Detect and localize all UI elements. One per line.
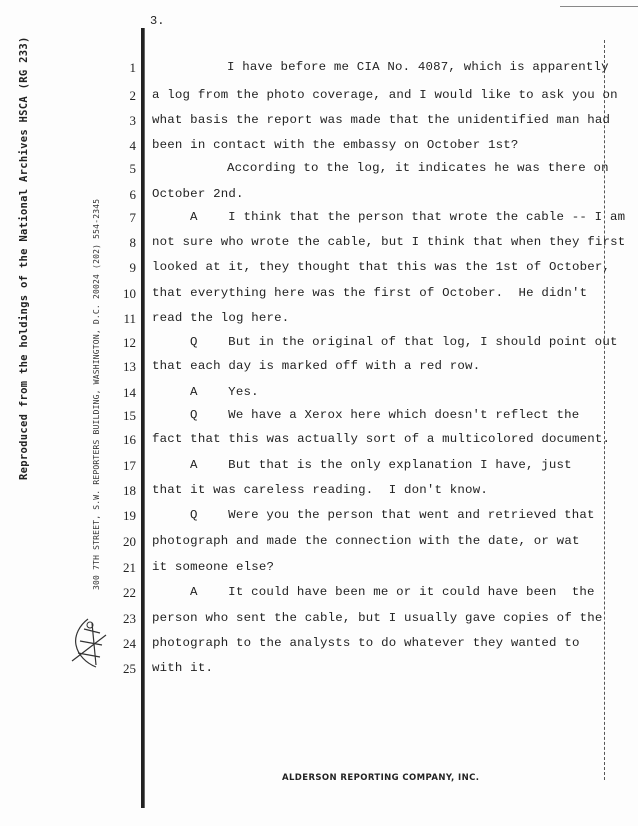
line-number: 16 — [123, 432, 136, 447]
transcript-line: According to the log, it indicates he was there on — [227, 161, 609, 175]
transcript-line: what basis the report was made that the unidentified man had — [152, 113, 611, 127]
line-number: 1 — [129, 60, 136, 75]
line-number: 19 — [123, 508, 136, 523]
line-number: 15 — [123, 408, 136, 423]
transcript-line: that each day is marked off with a red row. — [152, 359, 481, 373]
line-number: 4 — [129, 138, 136, 153]
archive-note: Reproduced from the holdings of the National Archives HSCA (RG 233) — [18, 36, 30, 480]
line-number: 22 — [123, 585, 136, 600]
line-number: 5 — [129, 161, 136, 176]
transcript-line: been in contact with the embassy on October 1st? — [152, 138, 519, 152]
transcript-line: A I think that the person that wrote the cable -- I am — [190, 210, 626, 224]
transcript-line: A But that is the only explanation I have, just — [190, 458, 572, 472]
transcript-line: with it. — [152, 661, 214, 675]
line-number: 10 — [123, 286, 136, 301]
line-number: 25 — [123, 661, 136, 676]
top-edge-line — [560, 6, 638, 7]
line-number: 6 — [129, 187, 136, 202]
transcript-line: fact that this was actually sort of a multicolored document. — [152, 432, 611, 446]
page-number: 3. — [150, 14, 165, 28]
line-number: 9 — [129, 260, 136, 275]
transcript-line: A It could have been me or it could have been the — [190, 585, 595, 599]
right-margin-rule — [604, 40, 605, 780]
transcript-line: it someone else? — [152, 560, 275, 574]
line-number: 14 — [123, 385, 136, 400]
line-number: 24 — [123, 636, 136, 651]
transcript-line: looked at it, they thought that this was the 1st of October, — [152, 260, 611, 274]
line-number: 12 — [123, 335, 136, 350]
transcript-line: A Yes. — [190, 385, 259, 399]
line-number: 7 — [129, 210, 136, 225]
transcript-line: Q But in the original of that log, I should point out — [190, 335, 618, 349]
transcript-line: person who sent the cable, but I usually gave copies of the — [152, 611, 603, 625]
line-number: 20 — [123, 534, 136, 549]
reporter-address: 300 7TH STREET, S.W. REPORTERS BUILDING, WASHINGTON, D.C. 20024 (202) 554-2345 — [92, 198, 101, 590]
reporting-company-footer: ALDERSON REPORTING COMPANY, INC. — [282, 773, 480, 783]
line-number: 3 — [129, 113, 136, 128]
transcript-line: read the log here. — [152, 311, 290, 325]
line-number: 23 — [123, 611, 136, 626]
transcript-line: photograph and made the connection with the date, or wat — [152, 534, 580, 548]
line-number: 2 — [129, 88, 136, 103]
transcript-line: October 2nd. — [152, 187, 244, 201]
line-number: 21 — [123, 560, 136, 575]
transcript-line: not sure who wrote the cable, but I think that when they first — [152, 235, 626, 249]
line-number: 11 — [123, 311, 136, 326]
transcript-line: a log from the photo coverage, and I would like to ask you on — [152, 88, 618, 102]
transcript-line: photograph to the analysts to do whatever they wanted to — [152, 636, 580, 650]
line-number: 17 — [123, 458, 136, 473]
transcript-line: I have before me CIA No. 4087, which is apparently — [227, 60, 609, 74]
transcript-line: that everything here was the first of October. He didn't — [152, 286, 588, 300]
line-number: 8 — [129, 235, 136, 250]
line-number: 18 — [123, 483, 136, 498]
transcript-line: Q We have a Xerox here which doesn't reflect the — [190, 408, 580, 422]
left-margin-rule — [141, 28, 145, 808]
eagle-seal-icon — [66, 615, 110, 671]
line-number: 13 — [123, 359, 136, 374]
transcript-line: Q Were you the person that went and retrieved that — [190, 508, 595, 522]
transcript-line: that it was careless reading. I don't know. — [152, 483, 488, 497]
